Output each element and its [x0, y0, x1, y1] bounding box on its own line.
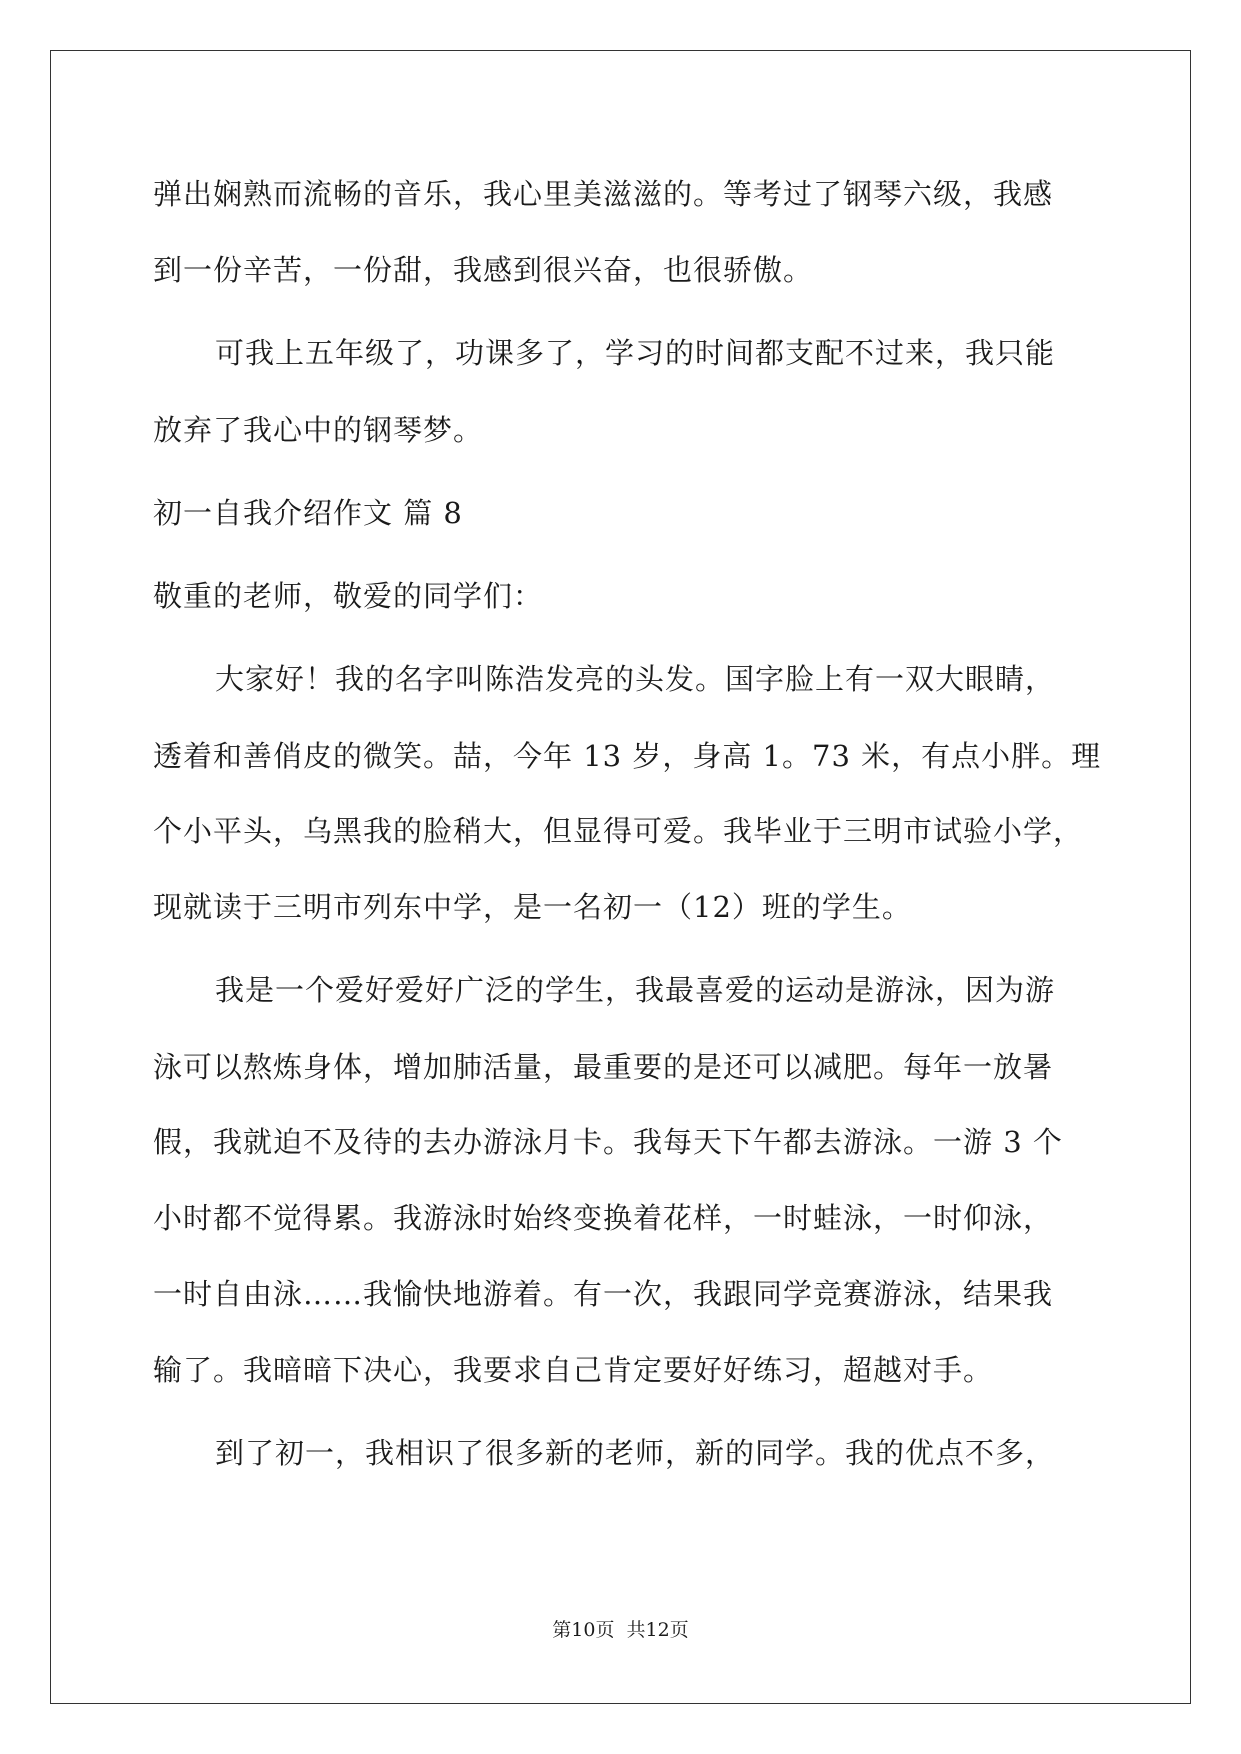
paragraph-start: 我是一个爱好爱好广泛的学生，我最喜爱的运动是游泳，因为游: [215, 973, 1056, 1007]
text-line: 到一份辛苦，一份甜，我感到很兴奋，也很骄傲。: [153, 253, 814, 287]
text-line: 泳可以熬炼身体，增加肺活量，最重要的是还可以减肥。每年一放暑: [153, 1050, 1054, 1084]
text-line: 放弃了我心中的钢琴梦。: [153, 413, 484, 447]
paragraph-start: 大家好！我的名字叫陈浩发亮的头发。国字脸上有一双大眼睛，: [215, 662, 1056, 696]
page-footer: [0, 1618, 1241, 1642]
page-number: 第10页: [552, 1619, 615, 1641]
salutation: 敬重的老师，敬爱的同学们：: [153, 579, 544, 613]
paragraph-start: 到了初一，我相识了很多新的老师，新的同学。我的优点不多，: [215, 1436, 1056, 1470]
text-line: 输了。我暗暗下决心，我要求自己肯定要好好练习，超越对手。: [153, 1353, 994, 1387]
text-line: 一时自由泳……我愉快地游着。有一次，我跟同学竞赛游泳，结果我: [153, 1277, 1054, 1311]
text-line: 假，我就迫不及待的去办游泳月卡。我每天下午都去游泳。一游 3 个: [153, 1125, 1063, 1159]
text-line: 现就读于三明市列东中学，是一名初一（12）班的学生。: [153, 890, 912, 924]
section-heading: 初一自我介绍作文 篇 8: [153, 496, 463, 530]
text-line: 个小平头，乌黑我的脸稍大，但显得可爱。我毕业于三明市试验小学，: [153, 814, 1084, 848]
text-line: 弹出娴熟而流畅的音乐，我心里美滋滋的。等考过了钢琴六级，我感: [153, 177, 1054, 211]
text-line: 小时都不觉得累。我游泳时始终变换着花样，一时蛙泳，一时仰泳，: [153, 1201, 1054, 1235]
total-pages: 共12页: [626, 1619, 689, 1641]
text-line: 透着和善俏皮的微笑。喆，今年 13 岁，身高 1。73 米，有点小胖。理: [153, 739, 1102, 773]
paragraph-start: 可我上五年级了，功课多了，学习的时间都支配不过来，我只能: [215, 336, 1056, 370]
